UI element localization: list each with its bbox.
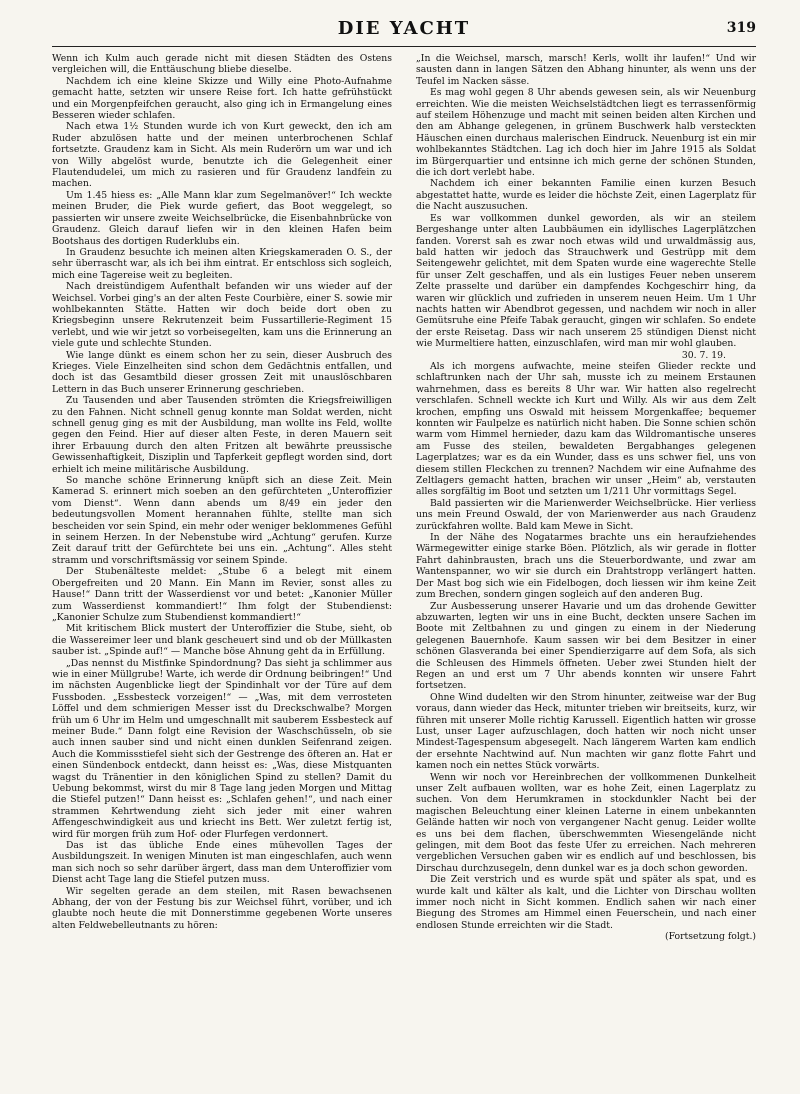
left-column [52,53,392,943]
paragraph: Ohne Wind dudelten wir den Strom hinunter, zeitweise war der Bug voraus, dann wieder das Heck, mitunter trieben wir breitseits, kurz, wir führen mit unserer Molle richtig Karussell. Eigentlich hatten wir grosse Lust, unser Lager aufzuschlagen, doch hatten wir noch nicht unser Mindest-Tagespensum abgesegelt. Nach längerem Warten kam endlich der ersehnte Nachtwind auf. Nun machten wir ganz flotte Fahrt und kamen noch ein nettes Stück vorwärts. [416,691,756,772]
paragraph: Nachdem ich einer bekannten Familie einen kurzen Besuch abgestattet hatte, wurde es leider die höchste Zeit, einen Lagerplatz für die Nacht auszusuchen. [416,178,756,213]
paragraph: Bald passierten wir die Marienwerder Weichselbrücke. Hier verliess uns mein Freund Oswald, der von Marienwerder aus nach Graudenz zurückfahren wollte. Bald kam Mewe in Sicht. [416,497,756,532]
paragraph: Der Stubenälteste meldet: „Stube 6 a belegt mit einem Obergefreiten und 20 Mann. Ein Mann im Revier, sonst alles zu Hause!“ Dann tritt der Wasserdienst vor und betet: „Kanonier Müller zum Wasserdienst kommandiert!“ Ihm folgt der Stubendienst: „Kanonier Schulze zum Stubendienst kommandiert!“ [52,566,392,623]
page-number: 319 [726,20,756,36]
text-columns [52,53,756,943]
paragraph: Zur Ausbesserung unserer Havarie und um das drohende Gewitter abzuwarten, legten wir uns in eine Bucht, deckten unsere Sachen im Boote mit Zeltbahnen zu und gingen zu einem in der Niederung gelegenen Bauernhofe. Kaum sassen wir bei dem Besitzer in einer schönen Glasveranda bei einer Spendierzigarre auf dem Sofa, als sich die Schleusen des Himmels öffneten. Ueber zwei Stunden hielt der Regen an und erst um 7 Uhr abends konnten wir unsere Fahrt fortsetzen. [416,600,756,692]
magazine-title: DIE YACHT [337,18,471,39]
paragraph: „In die Weichsel, marsch, marsch! Kerls, wollt ihr laufen!“ Und wir sausten dann in langen Sätzen den Abhang hinunter, als wenn uns der Teufel im Nacken sässe. [416,53,756,87]
paragraph: „Das nennst du Mistfinke Spindordnung? Das sieht ja schlimmer aus wie in einer Müllgrube! Warte, ich werde dir Ordnung beibringen!“ Und im nächsten Augenblicke liegt der Spindinhalt vor der Türe auf dem Fussboden. „Essbesteck vorzeigen!“ — „Was, mit dem verrosteten Löffel und dem schmierigen Messer isst du Dreckschwalbe? Morgen früh um 6 Uhr im Helm und umgeschnallt mit sauberem Essbesteck auf meiner Bude.“ Dann folgt eine Revision der Waschschüsseln, ob sie auch innen sauber sind und nicht einen dunklen Seifenrand zeigen. Auch die Kommissstiefel sieht sich der Gestrenge des öfteren an. Hat er einen Sündenbock entdeckt, dann heisst es: „Was, diese Mistquanten wagst du Tränentier in den königlichen Spind zu stellen? Damit du Uebung bekommst, wirst du mir 8 Tage lang jeden Morgen und Mittag die Stiefel putzen!“ Dann heisst es: „Schlafen gehen!“, und nach einer strammen Kehrtwendung zieht sich jeder mit einer wahren Affengeschwindigkeit aus und kriecht ins Bett. Wer zuletzt fertig ist, wird für morgen früh zum Hof- oder Flurfegen verdonnert. [52,657,392,840]
paragraph: Es war vollkommen dunkel geworden, als wir an steilem Bergeshange unter alten Laubbäumen ein idyllisches Lagerplätzchen fanden. Vorerst sah es zwar noch etwas wild und urwaldmässig aus, bald hatten wir jedoch das Strauchwerk und Gestrüpp mit dem Seitengewehr gelichtet, mit dem Spaten wurde eine wagerechte Stelle für unser Zelt geschaffen, und als ein lustiges Feuer neben unserem Zelte prasselte und darüber ein dampfendes Kochgeschirr hing, da waren wir glücklich und zufrieden in unserem neuen Heim. Um 1 Uhr nachts hatten wir Abendbrot gegessen, und nachdem wir noch in aller Gemütsruhe eine Pfeife Tabak geraucht, gingen wir schlafen. So endete der erste Reisetag. Dass wir nach unserem 25 stündigen Dienst nicht wie Murmeltiere hatten, einzuschlafen, wird man mir wohl glauben. [416,212,756,350]
paragraph: Nach etwa 1½ Stunden wurde ich von Kurt geweckt, den ich am Ruder abzulösen hatte und der meinen unterbrochenen Schlaf fortsetzte. Graudenz kam in Sicht. Als mein Ruderörn um war und ich von Willy abgelöst wurde, benutzte ich die Gelegenheit einer Flautendudelei, um mich zu rasieren und für Graudenz landfein zu machen. [52,121,392,190]
right-column [416,53,756,943]
paragraph: Es mag wohl gegen 8 Uhr abends gewesen sein, als wir Neuenburg erreichten. Wie die meisten Weichselstädtchen liegt es terrassenförmig auf steilem Höhenzuge und macht mit seinen beiden alten Kirchen und den am Abhange gelegenen, in grünem Buschwerk halb versteckten Häuschen einen durchaus malerischen Eindruck. Neuenburg ist ein mir wohlbekanntes Städtchen. Lag ich doch hier im Jahre 1915 als Soldat im Bürgerquartier und entsinne ich mich gerne der schönen Stunden, die ich dort verlebt habe. [416,87,756,179]
paragraph: Wenn wir noch vor Hereinbrechen der vollkommenen Dunkelheit unser Zelt aufbauen wollten, war es hohe Zeit, einen Lagerplatz zu suchen. Von dem Herumkramen in stockdunkler Nacht bei der magischen Beleuchtung einer kleinen Laterne in einem unbekannten Gelände hatten wir noch von vergangener Nacht genug. Leider wollte es uns bei dem flachen, überschwemmten Wiesengelände nicht gelingen, mit dem Boot das feste Ufer zu erreichen. Nach mehreren vergeblichen Versuchen gaben wir es endlich auf und beschlossen, bis Dirschau durchzusegeln, denn dunkel war es ja doch schon geworden. [416,771,756,874]
paragraph: Nach dreistündigem Aufenthalt befanden wir uns wieder auf der Weichsel. Vorbei ging's an der alten Feste Courbière, einer S. sowie mir wohlbekannten Stätte. Hatten wir doch beide dort oben zu Kriegsbeginn unsere Rekrutenzeit beim Fussartillerie-Regiment 15 verlebt, und wie wir jetzt so vorbeisegelten, kam uns die Erinnerung an viele gute und schlechte Stunden. [52,281,392,350]
continuation-note: (Fortsetzung folgt.) [665,931,756,943]
paragraph: Mit kritischem Blick mustert der Unteroffizier die Stube, sieht, ob die Wassereimer leer und blank gescheuert sind und ob der Müllkasten sauber ist. „Spinde auf!“ — Manche böse Ahnung geht da in Erfüllung. [52,623,392,658]
paragraph: Um 1.45 hiess es: „Alle Mann klar zum Segelmanöver!“ Ich weckte meinen Bruder, die Piek wurde gefiert, das Boot weggelegt, so passierten wir unsere zweite Weichselbrücke, die Eisenbahnbrücke von Graudenz. Gleich darauf liefen wir in den kleinen Hafen beim Bootshaus des dortigen Ruderklubs ein. [52,189,392,247]
paragraph: Nachdem ich eine kleine Skizze und Willy eine Photo-Aufnahme gemacht hatte, setzten wir unsere Reise fort. Ich hatte gefrühstückt und ein Morgenpfeifchen geraucht, also ging ich in Ermangelung eines Besseren wieder schlafen. [52,75,392,122]
paragraph: So manche schöne Erinnerung knüpft sich an diese Zeit. Mein Kamerad S. erinnert mich soeben an den gefürchteten „Unteroffizier vom Dienst“. Wenn dann abends um 8/49 ein jeder den bedeutungsvollen Moment herannahen fühlte, stellte man sich bescheiden vor sein Spind, ein mehr oder weniger beklommenes Gefühl in seinem Herzen. In der Nebenstube wird „Achtung“ gerufen. Kurze Zeit darauf tritt der Gefürchtete bei uns ein. „Achtung“. Alles steht stramm und vorschriftsmässig vor seinem Spinde. [52,475,392,566]
paragraph: Als ich morgens aufwachte, meine steifen Glieder reckte und schlaftrunken nach der Uhr sah, musste ich zu meinem Erstaunen wahrnehmen, dass es bereits 8 Uhr war. Wir hatten also regelrecht verschlafen. Schnell weckte ich Kurt und Willy. Als wir aus dem Zelt krochen, empfing uns Oswald mit heissem Morgenkaffee; bequemer konnten wir Faulpelze es natürlich nicht haben. Die Sonne schien schön warm vom Himmel hernieder, dazu kam das Wildromantische unseres am Fusse des steilen, bewaldeten Bergabhanges gelegenen Lagerplatzes; war es da ein Wunder, dass es uns schwer fiel, uns von diesem stillen Fleckchen zu trennen? Nachdem wir eine Aufnahme des Zeltlagers gemacht hatten, brachen wir unser „Heim“ ab, verstauten alles sorgfältig im Boot und setzten um 1/211 Uhr vormittags Segel. [416,360,756,498]
paragraph: In der Nähe des Nogatarmes brachte uns ein heraufziehendes Wärmegewitter einige starke Böen. Plötzlich, als wir gerade in flotter Fahrt dahinbrausten, brach uns die Steuerbordwante, und zwar am Wantenspanner, wo wir sie durch ein Drahtstropp verlängert hatten. Der Mast bog sich wie ein Fidelbogen, doch liessen wir ihm keine Zeit zum Brechen, sondern gingen sogleich auf den anderen Bug. [416,532,756,601]
paragraph: Wie lange dünkt es einem schon her zu sein, dieser Ausbruch des Krieges. Viele Einzelheiten sind schon dem Gedächtnis entfallen, und doch ist das Gesamtbild dieser grossen Zeit mit unauslöschbaren Lettern in das Buch unserer Erinnerung geschrieben. [52,349,392,395]
paragraph: Das ist das übliche Ende eines mühevollen Tages der Ausbildungszeit. In wenigen Minuten ist man eingeschlafen, auch wenn man sich noch so sehr darüber ärgert, dass man dem Unteroffizier vom Dienst acht Tage lang die Stiefel putzen muss. [52,840,392,886]
page-header [52,16,756,47]
paragraph: Die Zeit verstrich und es wurde spät und später als spat, und es wurde kalt und kälter als kalt, und die Lichter von Dirschau wollten immer noch nicht in Sicht kommen. Endlich sahen wir nach einer Biegung des Stromes am Himmel einen Feuerschein, und nach einer endlosen Stunde erreichten wir die Stadt. [416,874,756,931]
paragraph: Zu Tausenden und aber Tausenden strömten die Kriegsfreiwilligen zu den Fahnen. Nicht schnell genug konnte man Soldat werden, nicht schnell genug ging es mit der Ausbildung, man wollte ins Feld, wollte gegen den Feind. Hier auf dieser alten Feste, in deren Mauern seit ihrer Erbauung durch den alten Fritzen alt bewährte preussische Gewissenhaftigkeit, Disziplin und Tapferkeit gepflegt worden sind, dort erhielt ich meine militärische Ausbildung. [52,395,392,475]
paragraph: Wenn ich Kulm auch gerade nicht mit diesen Städten des Ostens vergleichen will, die Enttäuschung bliebe dieselbe. [52,53,392,76]
paragraph: In Graudenz besuchte ich meinen alten Kriegskameraden O. S., der sehr überrascht war, als ich bei ihm eintrat. Er entschloss sich sogleich, mich eine Tagereise weit zu begleiten. [52,246,392,281]
dateline: 30. 7. 19. [681,349,726,361]
paragraph: Wir segelten gerade an dem steilen, mit Rasen bewachsenen Abhang, der von der Festung bis zur Weichsel führt, vorüber, und ich glaubte noch heute die mit Donnerstimme gegebenen Worte unseres alten Feldwebelleutnants zu hören: [52,885,392,931]
